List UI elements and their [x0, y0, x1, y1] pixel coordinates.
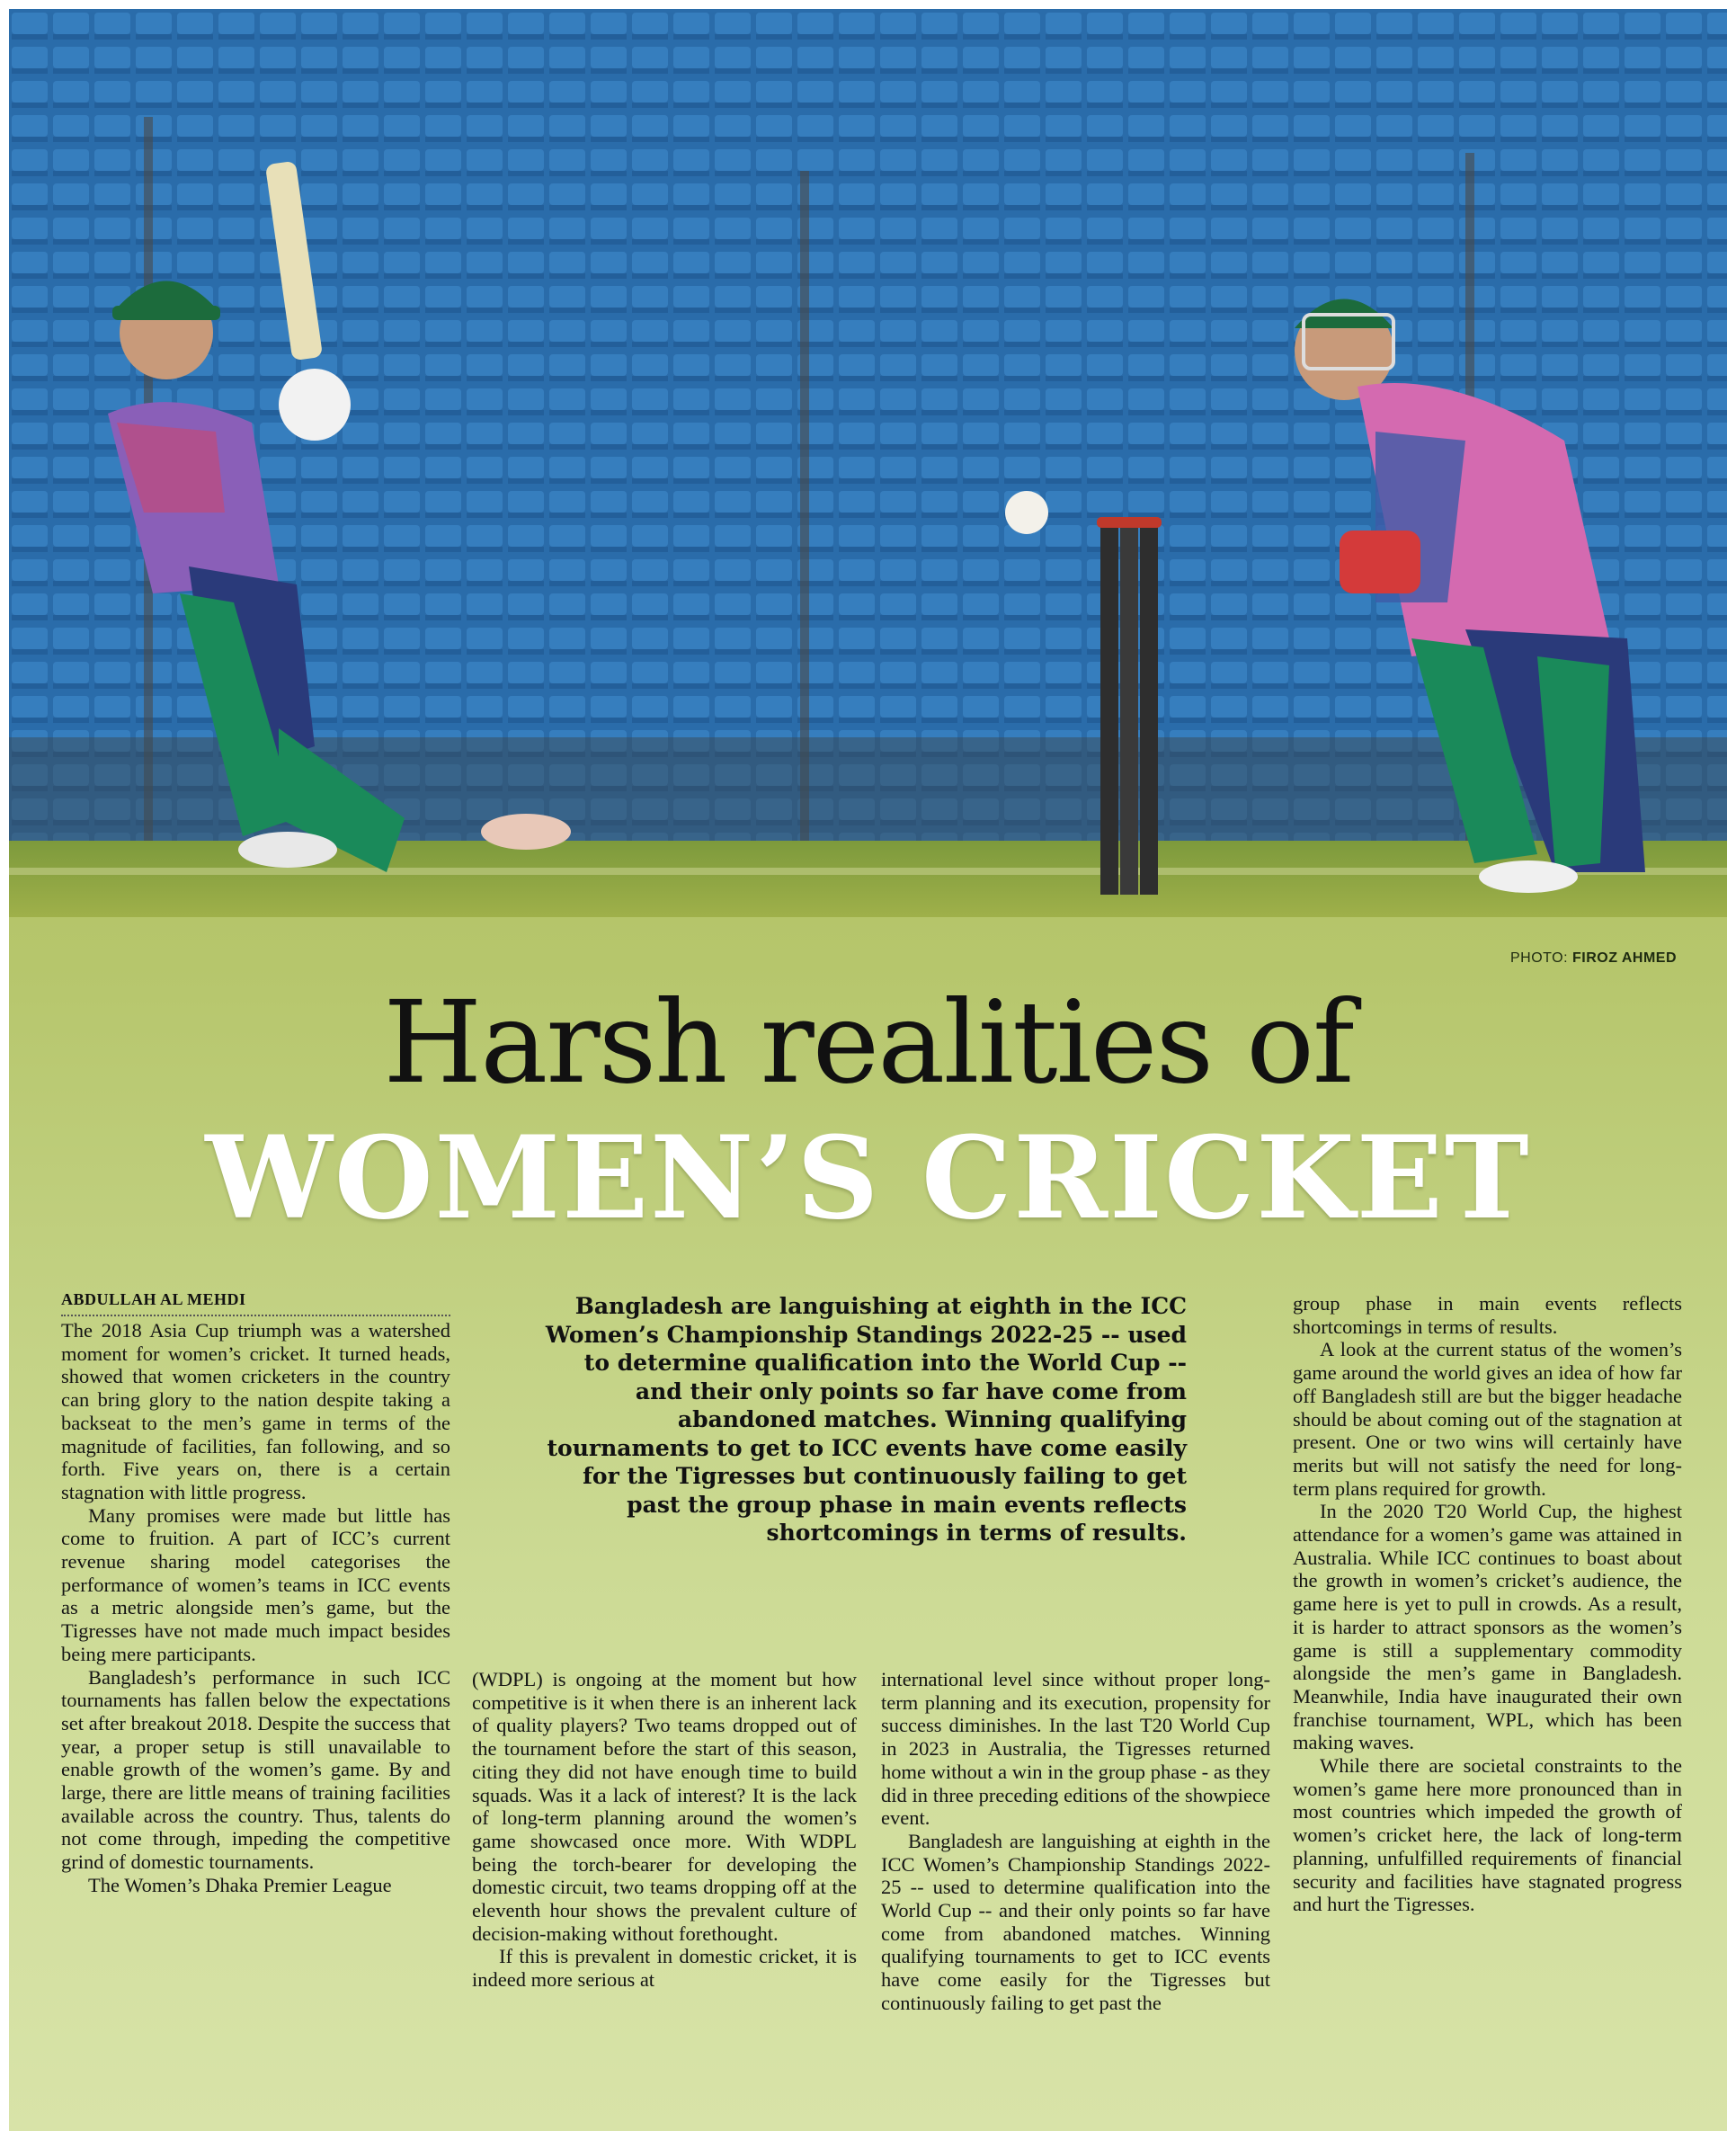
paragraph: A look at the current status of the women’s game around the world gives an idea of how far off Bangladesh still are but the bigger headache should be about coming out of the stagnation at present. One or two wins will certainly have merits but will not satisfy the need for long-term plans required for growth.: [1293, 1338, 1682, 1500]
pull-quote: Bangladesh are languishing at eighth in the ICC Women’s Championship Standings 2022-25 -- used to determine qualification into the World Cup -- and their only points so far have come from abandoned matches. Winning qualifying tournaments to get to ICC events have come easily for the Tigresses but continuously failing to get past the group phase in main events reflects shortcomings in terms of results.: [545, 1293, 1187, 1546]
headline-line-2: WOMEN’S CRICKET: [205, 1111, 1531, 1244]
paragraph: Bangladesh’s performance in such ICC tournaments has fallen below the expectations set after breakout 2018. Despite the success that year, a proper setup is still unavailable to enable growth of the women’s game. By and large, there are little means of training facilities available across the country. Thus, talents do not come through, impeding the competitive grind of domestic tournaments.: [61, 1665, 450, 1874]
paragraph: While there are societal constraints to the women’s game here more pronounced than in most countries which impeded the growth of women’s cricket here, the lack of long-term planning, unfulfilled requirements of financial security and facilities have stagnated progress and hurt the Tigresses.: [1293, 1754, 1682, 1916]
cricket-photo: [9, 9, 1727, 917]
cricket-ball: [1005, 491, 1048, 534]
paragraph: Bangladesh are languishing at eighth in the ICC Women’s Championship Standings 2022-25 -- used to determine qualification into the World Cup -- and their only points so far have come from abandoned matches. Winning qualifying tournaments to get to ICC events have come easily for the Tigresses but continuously failing to get past the: [881, 1829, 1270, 2014]
paragraph: Many promises were made but little has come to fruition. A part of ICC’s current revenue sharing model categorises the performance of women’s teams in ICC events as a metric alongside men’s game, but the Tigresses have not made much impact besides being mere participants.: [61, 1503, 450, 1665]
byline: ABDULLAH AL MEHDI: [61, 1290, 450, 1316]
paragraph: The Women’s Dhaka Premier League: [88, 1873, 392, 1896]
article-column-1: [61, 1319, 450, 1897]
article-column-3: [881, 1668, 1270, 2015]
photographer-name: FIROZ AHMED: [1571, 950, 1677, 966]
cricket-photo-illustration: [9, 9, 1727, 917]
paragraph: international level since without proper long-term planning and its execution, propensity for success diminishes. In the last T20 World Cup in 2023 in Australia, the Tigresses returned home without a win in the group phase - as they did in three preceding editions of the showpiece event.: [881, 1668, 1270, 1830]
headline-line-1: Harsh realities of: [383, 976, 1353, 1109]
article-column-4: [1293, 1292, 1682, 1916]
newspaper-page: [9, 9, 1727, 2131]
paragraph: (WDPL) is ongoing at the moment but how competitive is it when there is an inherent lack of quality players? Two teams dropped out of the tournament before the start of this season, citing they did not have enough time to build squads. Was it a lack of interest? It is the lack of long-term planning around the women’s game showcased once more. With WDPL being the torch-bearer for developing the domestic circuit, two teams dropping off at the eleventh hour shows the prevalent culture of decision-making without forethought.: [472, 1668, 857, 1945]
paragraph: group phase in main events reflects shortcomings in terms of results.: [1293, 1292, 1682, 1338]
photo-credit-label: PHOTO:: [1509, 950, 1569, 966]
photo-credit: [1510, 950, 1677, 967]
paragraph: If this is prevalent in domestic cricket, it is indeed more serious at: [472, 1945, 857, 1992]
paragraph: In the 2020 T20 World Cup, the highest attendance for a women’s game was attained in Australia. While ICC continues to boast about the growth in women’s cricket’s audience, the game here is yet to pull in crowds. As a result, it is harder to attract sponsors as the women’s game is still a supplementary commodity alongside the men’s game in Bangladesh. Meanwhile, India have inaugurated their own franchise tournament, WPL, which has been making waves.: [1293, 1500, 1682, 1754]
paragraph: The 2018 Asia Cup triumph was a watershed moment for women’s cricket. It turned heads, showed that women cricketers in the country can bring glory to the nation despite taking a backseat to the men’s game in terms of the magnitude of facilities, fan following, and so forth. Five years on, there is a certain stagnation with little progress.: [61, 1319, 450, 1503]
article-column-2: [472, 1668, 857, 1992]
stumps: [1097, 517, 1162, 895]
